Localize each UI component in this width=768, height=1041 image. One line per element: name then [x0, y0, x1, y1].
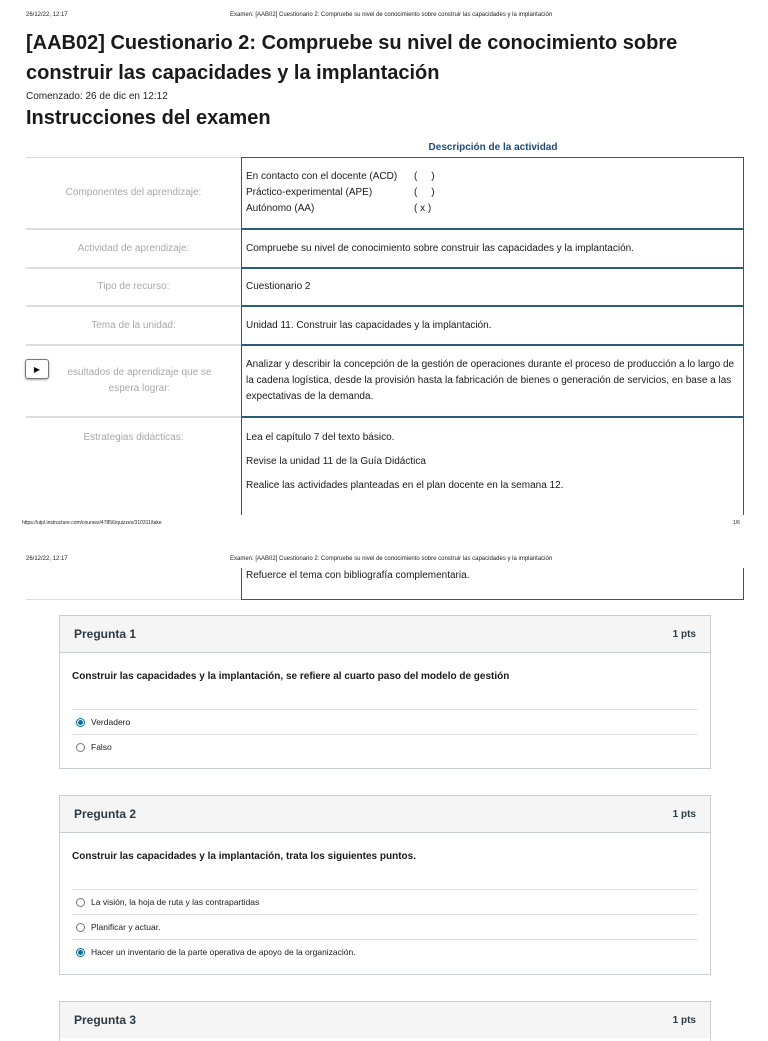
radio-selected-icon[interactable]: [76, 948, 85, 957]
print-url: https://utpl.instructure.com/courses/47856/quizzes/310311/take: [22, 520, 162, 526]
play-button[interactable]: [25, 359, 49, 379]
started-timestamp: Comenzado: 26 de dic en 12:12: [26, 91, 168, 102]
resource-label: Tipo de recurso:: [26, 268, 241, 306]
question-1: [59, 615, 711, 769]
component-mark: ( x ): [414, 203, 432, 214]
answer-label: Hacer un inventario de la parte operativa de apoyo de la organización.: [91, 947, 356, 957]
strategies-label: Estrategias didácticas:: [26, 417, 241, 515]
question-header: [60, 616, 710, 653]
print-doc-title: Examen: [AAB02] Cuestionario 2: Compruebe su nivel de conocimiento sobre construir las capacidades y la implantación: [230, 12, 553, 18]
activity-value: Compruebe su nivel de conocimiento sobre construir las capacidades y la implantación.: [241, 229, 744, 268]
strategy-item: Realice las actividades planteadas en el plan docente en la semana 12.: [246, 480, 564, 491]
unit-value: Unidad 11. Construir las capacidades y la implantación.: [241, 306, 744, 345]
answer-label: La visión, la hoja de ruta y las contrapartidas: [91, 897, 260, 907]
question-text: Construir las capacidades y la implantación, se refiere al cuarto paso del modelo de gestión: [72, 671, 510, 682]
unit-label: Tema de la unidad:: [26, 306, 241, 345]
component-name: En contacto con el docente (ACD): [246, 171, 398, 182]
question-header: [60, 1002, 710, 1038]
radio-icon[interactable]: [76, 743, 85, 752]
answer-option[interactable]: [72, 734, 698, 759]
results-value: Analizar y describir la concepción de la gestión de operaciones durante el proceso de producción a lo largo de la cadena logística, desde la provisión hasta la fabricación de bienes o generación de servicios, en base a las expectativas de la demanda.: [241, 345, 744, 417]
question-3: [59, 1001, 711, 1041]
question-2: [59, 795, 711, 975]
question-title: Pregunta 3: [74, 1013, 137, 1027]
component-name: Práctico-experimental (APE): [246, 187, 373, 198]
component-row: [246, 185, 739, 201]
print-doc-title: Examen: [AAB02] Cuestionario 2: Compruebe su nivel de conocimiento sobre construir las capacidades y la implantación: [230, 556, 553, 562]
activity-label: Actividad de aprendizaje:: [26, 229, 241, 268]
component-mark: ( ): [414, 187, 435, 198]
answer-label: Verdadero: [91, 717, 131, 727]
components-cell: [241, 157, 744, 229]
component-mark: ( ): [414, 171, 435, 182]
answer-label: Planificar y actuar.: [91, 922, 161, 932]
answer-option[interactable]: [72, 914, 698, 939]
question-header: [60, 796, 710, 833]
question-text: Construir las capacidades y la implantación, trata los siguientes puntos.: [72, 851, 416, 862]
question-title: Pregunta 1: [74, 627, 137, 641]
question-points: 1 pts: [672, 808, 696, 820]
component-row: [246, 169, 739, 185]
question-points: 1 pts: [672, 1014, 696, 1026]
radio-selected-icon[interactable]: [76, 718, 85, 727]
page-title: [AAB02] Cuestionario 2: Compruebe su nivel de conocimiento sobre construir las capacidades y la implantación: [26, 32, 678, 84]
answer-option[interactable]: [72, 889, 698, 914]
component-name: Autónomo (AA): [246, 203, 315, 214]
component-row: [246, 201, 739, 217]
question-points: 1 pts: [672, 628, 696, 640]
answer-label: Falso: [91, 742, 112, 752]
radio-icon[interactable]: [76, 898, 85, 907]
results-label: esultados de aprendizaje que se espera lograr:: [26, 345, 241, 417]
strategy-item: Revise la unidad 11 de la Guía Didáctica: [246, 456, 426, 467]
answer-option[interactable]: [72, 939, 698, 964]
table-caption: Descripción de la actividad: [428, 142, 558, 153]
table-divider: [26, 599, 241, 600]
components-label: Componentes del aprendizaje:: [26, 157, 241, 229]
instructions-heading: Instrucciones del examen: [26, 107, 271, 129]
print-page-number: 1/6: [733, 520, 740, 526]
radio-icon[interactable]: [76, 923, 85, 932]
strategies-cell: [241, 417, 744, 515]
answer-option[interactable]: [72, 709, 698, 734]
print-datetime: 26/12/22, 12:17: [26, 12, 68, 18]
strategies-continued: Refuerce el tema con bibliografía complementaria.: [241, 568, 744, 600]
question-title: Pregunta 2: [74, 807, 137, 821]
resource-value: Cuestionario 2: [241, 268, 744, 306]
play-icon: ▶: [33, 364, 41, 374]
strategy-item: Lea el capítulo 7 del texto básico.: [246, 432, 395, 443]
print-datetime: 26/12/22, 12:17: [26, 556, 68, 562]
